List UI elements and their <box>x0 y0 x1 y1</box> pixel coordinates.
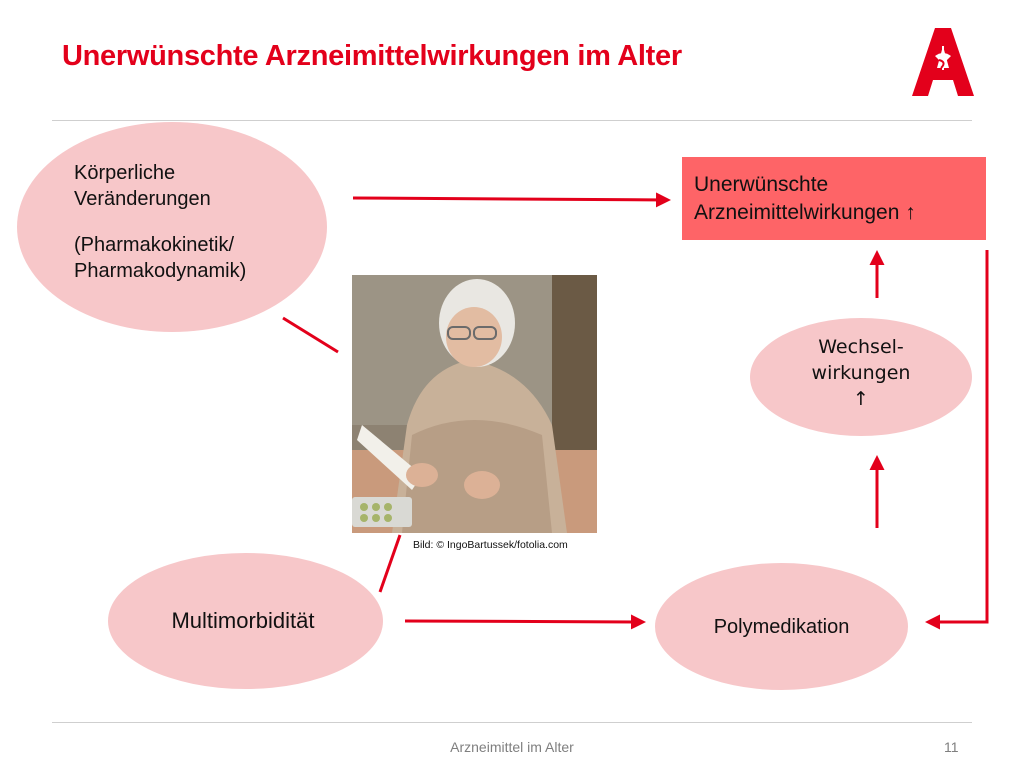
footer-title: Arzneimittel im Alter <box>450 739 574 755</box>
arrow-uaw-to-poly <box>928 250 987 622</box>
koerper-line-2: Veränderungen <box>74 188 211 210</box>
wechsel-line-2: wirkungen <box>811 362 911 384</box>
wechsel-line-1: Wechsel- <box>818 336 904 358</box>
koerper-line-4: Pharmakodynamik) <box>74 260 247 282</box>
line-multi-to-photo <box>380 535 400 592</box>
page-number: 11 <box>944 739 959 755</box>
photo-credit: Bild: © IngoBartussek/fotolia.com <box>413 539 568 551</box>
node-koerperliche-veraenderungen-label <box>74 160 304 284</box>
elderly-woman-photo <box>352 275 597 533</box>
node-polymedikation-label: Polymedikation <box>713 616 850 638</box>
koerper-line-3: (Pharmakokinetik/ <box>74 234 235 256</box>
koerper-line-1: Körperliche <box>74 162 176 184</box>
node-unerwuenschte-arzneimittelwirkungen <box>682 157 986 240</box>
node-multimorbiditaet-label: Multimorbidität <box>171 608 315 633</box>
node-wechselwirkungen-label <box>750 334 972 412</box>
uaw-line-2: Arzneimittelwirkungen ↑ <box>694 201 916 224</box>
wechsel-line-3: ↑ <box>853 388 869 410</box>
footer-divider <box>52 722 972 723</box>
uaw-line-1: Unerwünschte <box>694 173 829 196</box>
arrow-koerper-to-uaw <box>353 198 668 200</box>
line-koerper-to-photo <box>283 318 338 352</box>
header-divider <box>52 120 972 121</box>
apotheke-a-logo <box>908 26 978 98</box>
arrow-multi-to-poly <box>405 621 643 622</box>
slide-title: Unerwünschte Arzneimittelwirkungen im Alter <box>62 40 682 72</box>
